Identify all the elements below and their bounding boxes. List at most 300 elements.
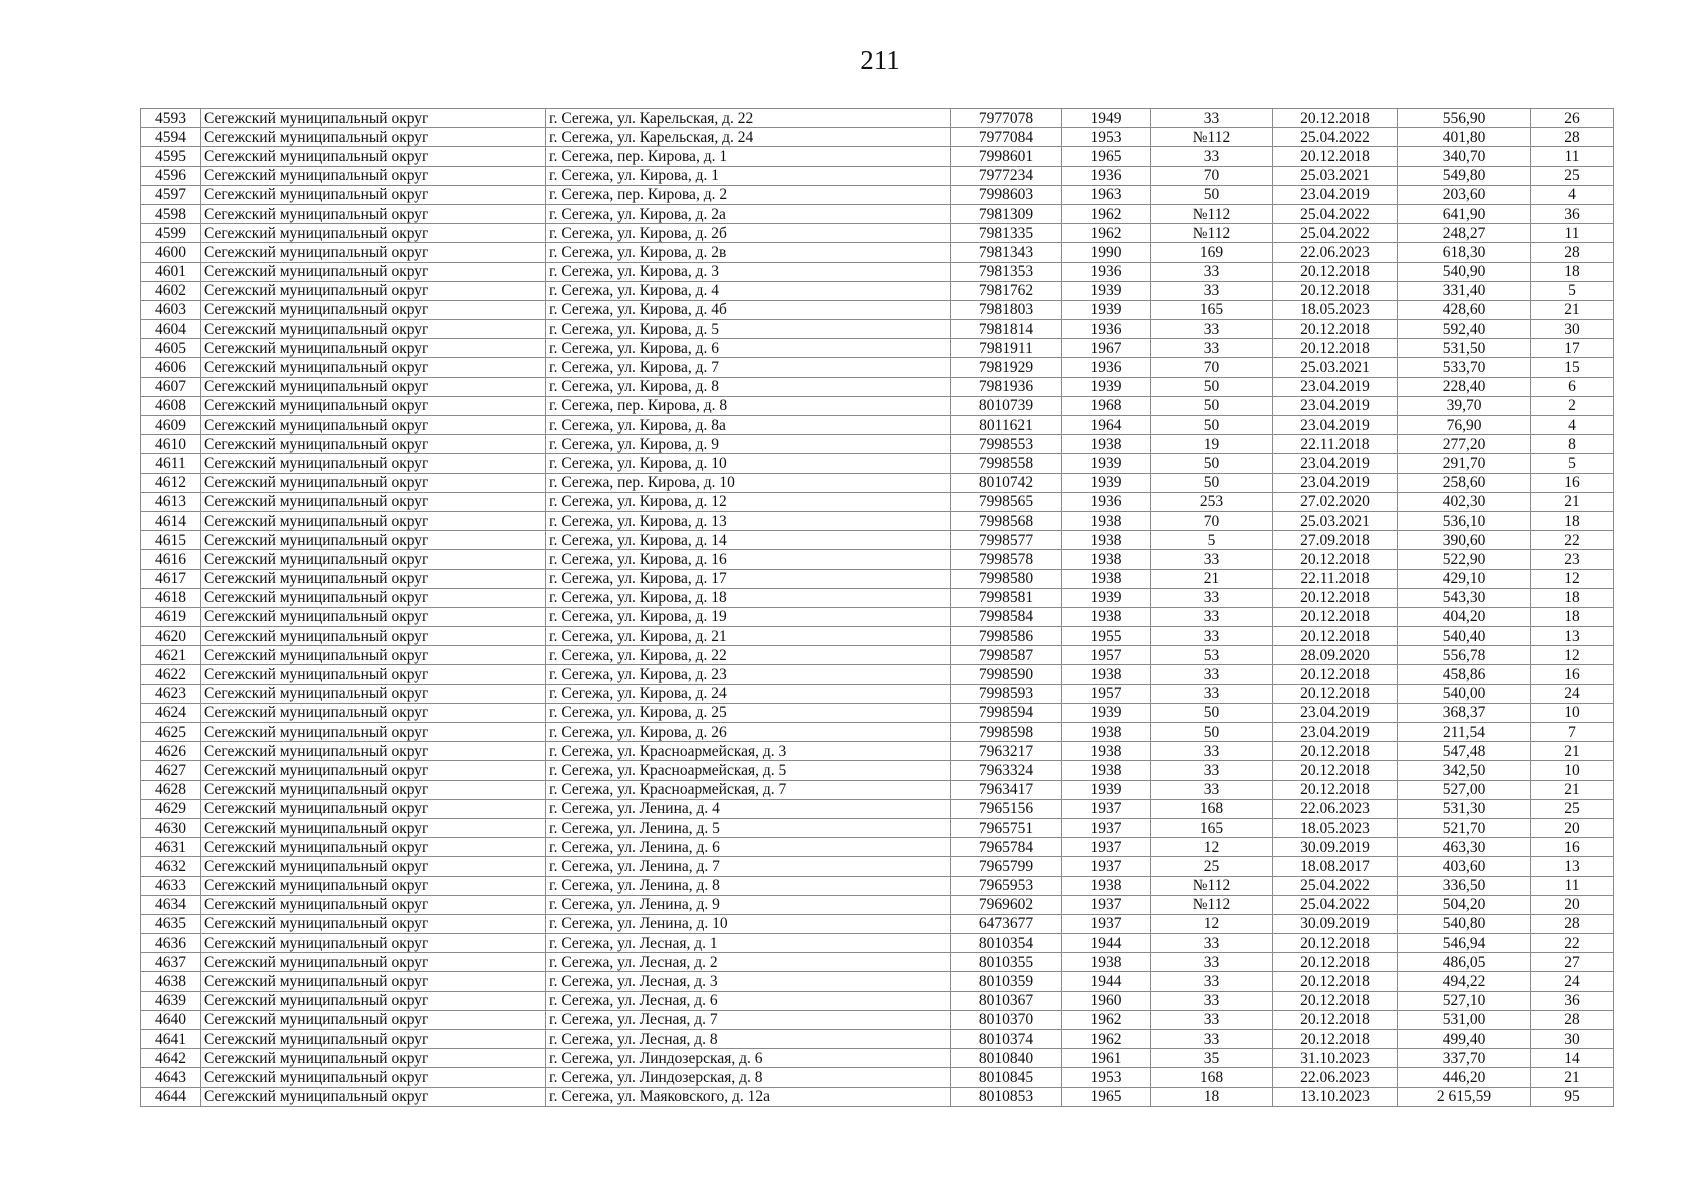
- address-cell: г. Сегежа, ул. Лесная, д. 2: [546, 953, 951, 972]
- build-year-cell: 1961: [1062, 1049, 1151, 1068]
- table-row: [141, 377, 1614, 396]
- municipality-cell: Сегежский муниципальный округ: [201, 204, 546, 223]
- count-cell: 11: [1531, 147, 1614, 166]
- municipality-cell: Сегежский муниципальный округ: [201, 646, 546, 665]
- count-cell: 5: [1531, 281, 1614, 300]
- build-year-cell: 1957: [1062, 646, 1151, 665]
- municipality-cell: Сегежский муниципальный округ: [201, 914, 546, 933]
- municipality-cell: Сегежский муниципальный округ: [201, 953, 546, 972]
- row-number-cell: 4612: [141, 473, 201, 492]
- build-year-cell: 1960: [1062, 991, 1151, 1010]
- build-year-cell: 1936: [1062, 262, 1151, 281]
- row-number-cell: 4613: [141, 492, 201, 511]
- count-cell: 24: [1531, 972, 1614, 991]
- build-year-cell: 1962: [1062, 1010, 1151, 1029]
- address-cell: г. Сегежа, ул. Кирова, д. 2б: [546, 224, 951, 243]
- build-year-cell: 1938: [1062, 742, 1151, 761]
- build-year-cell: 1957: [1062, 684, 1151, 703]
- document-number-cell: 33: [1151, 934, 1273, 953]
- row-number-cell: 4628: [141, 780, 201, 799]
- count-cell: 11: [1531, 224, 1614, 243]
- register-body: [141, 109, 1614, 1107]
- document-date-cell: 20.12.2018: [1273, 665, 1398, 684]
- count-cell: 28: [1531, 914, 1614, 933]
- document-number-cell: 33: [1151, 742, 1273, 761]
- build-year-cell: 1939: [1062, 377, 1151, 396]
- address-cell: г. Сегежа, ул. Кирова, д. 19: [546, 607, 951, 626]
- document-number-cell: 33: [1151, 147, 1273, 166]
- count-cell: 24: [1531, 684, 1614, 703]
- document-date-cell: 25.03.2021: [1273, 166, 1398, 185]
- count-cell: 18: [1531, 607, 1614, 626]
- area-cell: 618,30: [1398, 243, 1531, 262]
- count-cell: 4: [1531, 185, 1614, 204]
- row-number-cell: 4623: [141, 684, 201, 703]
- row-number-cell: 4632: [141, 857, 201, 876]
- document-date-cell: 20.12.2018: [1273, 147, 1398, 166]
- document-number-cell: 33: [1151, 339, 1273, 358]
- row-number-cell: 4630: [141, 818, 201, 837]
- table-row: [141, 569, 1614, 588]
- build-year-cell: 1938: [1062, 569, 1151, 588]
- build-year-cell: 1938: [1062, 435, 1151, 454]
- address-cell: г. Сегежа, ул. Карельская, д. 22: [546, 109, 951, 128]
- building-code-cell: 8010374: [951, 1030, 1062, 1049]
- building-code-cell: 8011621: [951, 416, 1062, 435]
- row-number-cell: 4606: [141, 358, 201, 377]
- table-row: [141, 895, 1614, 914]
- building-code-cell: 7998577: [951, 531, 1062, 550]
- document-date-cell: 23.04.2019: [1273, 723, 1398, 742]
- area-cell: 641,90: [1398, 204, 1531, 223]
- document-number-cell: 168: [1151, 1068, 1273, 1087]
- table-row: [141, 665, 1614, 684]
- document-number-cell: 33: [1151, 761, 1273, 780]
- count-cell: 21: [1531, 300, 1614, 319]
- document-date-cell: 20.12.2018: [1273, 109, 1398, 128]
- municipality-cell: Сегежский муниципальный округ: [201, 742, 546, 761]
- table-row: [141, 550, 1614, 569]
- row-number-cell: 4624: [141, 703, 201, 722]
- municipality-cell: Сегежский муниципальный округ: [201, 876, 546, 895]
- row-number-cell: 4595: [141, 147, 201, 166]
- housing-register-table: [140, 108, 1614, 1107]
- document-date-cell: 22.06.2023: [1273, 799, 1398, 818]
- row-number-cell: 4596: [141, 166, 201, 185]
- build-year-cell: 1936: [1062, 358, 1151, 377]
- area-cell: 402,30: [1398, 492, 1531, 511]
- building-code-cell: 7963217: [951, 742, 1062, 761]
- municipality-cell: Сегежский муниципальный округ: [201, 627, 546, 646]
- building-code-cell: 7998603: [951, 185, 1062, 204]
- document-date-cell: 23.04.2019: [1273, 377, 1398, 396]
- area-cell: 342,50: [1398, 761, 1531, 780]
- building-code-cell: 7998593: [951, 684, 1062, 703]
- building-code-cell: 7965953: [951, 876, 1062, 895]
- document-number-cell: 5: [1151, 531, 1273, 550]
- building-code-cell: 7965784: [951, 838, 1062, 857]
- count-cell: 4: [1531, 416, 1614, 435]
- build-year-cell: 1936: [1062, 492, 1151, 511]
- building-code-cell: 7977084: [951, 128, 1062, 147]
- document-date-cell: 23.04.2019: [1273, 416, 1398, 435]
- row-number-cell: 4603: [141, 300, 201, 319]
- document-number-cell: 70: [1151, 511, 1273, 530]
- document-number-cell: 50: [1151, 416, 1273, 435]
- table-row: [141, 492, 1614, 511]
- count-cell: 28: [1531, 128, 1614, 147]
- row-number-cell: 4638: [141, 972, 201, 991]
- address-cell: г. Сегежа, ул. Кирова, д. 6: [546, 339, 951, 358]
- build-year-cell: 1944: [1062, 934, 1151, 953]
- document-number-cell: 70: [1151, 358, 1273, 377]
- municipality-cell: Сегежский муниципальный округ: [201, 607, 546, 626]
- area-cell: 368,37: [1398, 703, 1531, 722]
- area-cell: 531,30: [1398, 799, 1531, 818]
- row-number-cell: 4610: [141, 435, 201, 454]
- build-year-cell: 1937: [1062, 857, 1151, 876]
- address-cell: г. Сегежа, ул. Кирова, д. 13: [546, 511, 951, 530]
- document-date-cell: 25.03.2021: [1273, 511, 1398, 530]
- address-cell: г. Сегежа, пер. Кирова, д. 1: [546, 147, 951, 166]
- document-date-cell: 25.04.2022: [1273, 128, 1398, 147]
- count-cell: 28: [1531, 1010, 1614, 1029]
- area-cell: 404,20: [1398, 607, 1531, 626]
- building-code-cell: 8010354: [951, 934, 1062, 953]
- table-row: [141, 109, 1614, 128]
- municipality-cell: Сегежский муниципальный округ: [201, 147, 546, 166]
- document-number-cell: 33: [1151, 780, 1273, 799]
- area-cell: 401,80: [1398, 128, 1531, 147]
- count-cell: 25: [1531, 799, 1614, 818]
- address-cell: г. Сегежа, пер. Кирова, д. 2: [546, 185, 951, 204]
- area-cell: 203,60: [1398, 185, 1531, 204]
- document-date-cell: 20.12.2018: [1273, 684, 1398, 703]
- row-number-cell: 4611: [141, 454, 201, 473]
- build-year-cell: 1938: [1062, 876, 1151, 895]
- row-number-cell: 4629: [141, 799, 201, 818]
- build-year-cell: 1937: [1062, 818, 1151, 837]
- building-code-cell: 7981936: [951, 377, 1062, 396]
- build-year-cell: 1939: [1062, 588, 1151, 607]
- row-number-cell: 4641: [141, 1030, 201, 1049]
- count-cell: 20: [1531, 895, 1614, 914]
- count-cell: 18: [1531, 262, 1614, 281]
- address-cell: г. Сегежа, ул. Кирова, д. 26: [546, 723, 951, 742]
- address-cell: г. Сегежа, ул. Кирова, д. 16: [546, 550, 951, 569]
- document-date-cell: 18.05.2023: [1273, 300, 1398, 319]
- address-cell: г. Сегежа, ул. Лесная, д. 8: [546, 1030, 951, 1049]
- row-number-cell: 4599: [141, 224, 201, 243]
- table-row: [141, 1049, 1614, 1068]
- area-cell: 543,30: [1398, 588, 1531, 607]
- table-row: [141, 799, 1614, 818]
- row-number-cell: 4631: [141, 838, 201, 857]
- building-code-cell: 7981353: [951, 262, 1062, 281]
- build-year-cell: 1953: [1062, 1068, 1151, 1087]
- building-code-cell: 7965156: [951, 799, 1062, 818]
- table-row: [141, 224, 1614, 243]
- document-date-cell: 30.09.2019: [1273, 838, 1398, 857]
- build-year-cell: 1939: [1062, 703, 1151, 722]
- row-number-cell: 4593: [141, 109, 201, 128]
- build-year-cell: 1964: [1062, 416, 1151, 435]
- municipality-cell: Сегежский муниципальный округ: [201, 281, 546, 300]
- table-row: [141, 166, 1614, 185]
- document-number-cell: №112: [1151, 895, 1273, 914]
- municipality-cell: Сегежский муниципальный округ: [201, 243, 546, 262]
- address-cell: г. Сегежа, ул. Красноармейская, д. 5: [546, 761, 951, 780]
- build-year-cell: 1939: [1062, 473, 1151, 492]
- count-cell: 7: [1531, 723, 1614, 742]
- document-number-cell: №112: [1151, 876, 1273, 895]
- area-cell: 403,60: [1398, 857, 1531, 876]
- building-code-cell: 7998587: [951, 646, 1062, 665]
- area-cell: 258,60: [1398, 473, 1531, 492]
- table-row: [141, 511, 1614, 530]
- document-date-cell: 25.04.2022: [1273, 876, 1398, 895]
- build-year-cell: 1938: [1062, 550, 1151, 569]
- building-code-cell: 7969602: [951, 895, 1062, 914]
- table-row: [141, 934, 1614, 953]
- row-number-cell: 4639: [141, 991, 201, 1010]
- document-date-cell: 25.04.2022: [1273, 224, 1398, 243]
- count-cell: 36: [1531, 991, 1614, 1010]
- municipality-cell: Сегежский муниципальный округ: [201, 416, 546, 435]
- document-date-cell: 18.08.2017: [1273, 857, 1398, 876]
- municipality-cell: Сегежский муниципальный округ: [201, 339, 546, 358]
- municipality-cell: Сегежский муниципальный округ: [201, 1010, 546, 1029]
- row-number-cell: 4616: [141, 550, 201, 569]
- address-cell: г. Сегежа, ул. Ленина, д. 9: [546, 895, 951, 914]
- document-number-cell: 169: [1151, 243, 1273, 262]
- count-cell: 22: [1531, 531, 1614, 550]
- building-code-cell: 7981309: [951, 204, 1062, 223]
- address-cell: г. Сегежа, ул. Красноармейская, д. 3: [546, 742, 951, 761]
- table-row: [141, 876, 1614, 895]
- document-date-cell: 20.12.2018: [1273, 1030, 1398, 1049]
- municipality-cell: Сегежский муниципальный округ: [201, 703, 546, 722]
- address-cell: г. Сегежа, пер. Кирова, д. 10: [546, 473, 951, 492]
- count-cell: 13: [1531, 857, 1614, 876]
- document-number-cell: 33: [1151, 991, 1273, 1010]
- document-date-cell: 23.04.2019: [1273, 185, 1398, 204]
- table-row: [141, 953, 1614, 972]
- document-number-cell: 70: [1151, 166, 1273, 185]
- document-number-cell: 33: [1151, 665, 1273, 684]
- table-row: [141, 531, 1614, 550]
- table-row: [141, 914, 1614, 933]
- document-number-cell: 33: [1151, 550, 1273, 569]
- build-year-cell: 1938: [1062, 761, 1151, 780]
- page-number: 211: [860, 45, 900, 75]
- area-cell: 248,27: [1398, 224, 1531, 243]
- count-cell: 26: [1531, 109, 1614, 128]
- count-cell: 12: [1531, 646, 1614, 665]
- build-year-cell: 1937: [1062, 838, 1151, 857]
- document-number-cell: 33: [1151, 627, 1273, 646]
- area-cell: 486,05: [1398, 953, 1531, 972]
- address-cell: г. Сегежа, ул. Ленина, д. 10: [546, 914, 951, 933]
- area-cell: 531,50: [1398, 339, 1531, 358]
- document-date-cell: 23.04.2019: [1273, 703, 1398, 722]
- document-date-cell: 23.04.2019: [1273, 396, 1398, 415]
- count-cell: 11: [1531, 876, 1614, 895]
- count-cell: 15: [1531, 358, 1614, 377]
- table-row: [141, 761, 1614, 780]
- document-number-cell: №112: [1151, 224, 1273, 243]
- table-row: [141, 147, 1614, 166]
- row-number-cell: 4636: [141, 934, 201, 953]
- municipality-cell: Сегежский муниципальный округ: [201, 531, 546, 550]
- document-number-cell: 18: [1151, 1087, 1273, 1106]
- count-cell: 13: [1531, 627, 1614, 646]
- document-date-cell: 27.09.2018: [1273, 531, 1398, 550]
- row-number-cell: 4626: [141, 742, 201, 761]
- municipality-cell: Сегежский муниципальный округ: [201, 991, 546, 1010]
- build-year-cell: 1939: [1062, 454, 1151, 473]
- document-number-cell: 12: [1151, 914, 1273, 933]
- document-date-cell: 20.12.2018: [1273, 588, 1398, 607]
- area-cell: 527,10: [1398, 991, 1531, 1010]
- count-cell: 30: [1531, 320, 1614, 339]
- municipality-cell: Сегежский муниципальный округ: [201, 723, 546, 742]
- build-year-cell: 1936: [1062, 166, 1151, 185]
- table-row: [141, 991, 1614, 1010]
- row-number-cell: 4601: [141, 262, 201, 281]
- document-date-cell: 30.09.2019: [1273, 914, 1398, 933]
- table-row: [141, 185, 1614, 204]
- building-code-cell: 7998598: [951, 723, 1062, 742]
- count-cell: 28: [1531, 243, 1614, 262]
- document-number-cell: 50: [1151, 396, 1273, 415]
- municipality-cell: Сегежский муниципальный округ: [201, 665, 546, 684]
- building-code-cell: 8010853: [951, 1087, 1062, 1106]
- count-cell: 16: [1531, 473, 1614, 492]
- building-code-cell: 7998568: [951, 511, 1062, 530]
- row-number-cell: 4620: [141, 627, 201, 646]
- count-cell: 16: [1531, 838, 1614, 857]
- area-cell: 549,80: [1398, 166, 1531, 185]
- count-cell: 14: [1531, 1049, 1614, 1068]
- table-row: [141, 262, 1614, 281]
- document-number-cell: 33: [1151, 281, 1273, 300]
- count-cell: 30: [1531, 1030, 1614, 1049]
- row-number-cell: 4621: [141, 646, 201, 665]
- building-code-cell: 7998586: [951, 627, 1062, 646]
- document-date-cell: 20.12.2018: [1273, 991, 1398, 1010]
- row-number-cell: 4619: [141, 607, 201, 626]
- build-year-cell: 1939: [1062, 281, 1151, 300]
- address-cell: г. Сегежа, ул. Кирова, д. 10: [546, 454, 951, 473]
- build-year-cell: 1955: [1062, 627, 1151, 646]
- area-cell: 499,40: [1398, 1030, 1531, 1049]
- count-cell: 21: [1531, 1068, 1614, 1087]
- table-row: [141, 646, 1614, 665]
- document-date-cell: 20.12.2018: [1273, 262, 1398, 281]
- document-number-cell: 33: [1151, 607, 1273, 626]
- document-number-cell: 33: [1151, 1030, 1273, 1049]
- count-cell: 21: [1531, 780, 1614, 799]
- table-row: [141, 339, 1614, 358]
- building-code-cell: 7977078: [951, 109, 1062, 128]
- address-cell: г. Сегежа, ул. Кирова, д. 24: [546, 684, 951, 703]
- row-number-cell: 4637: [141, 953, 201, 972]
- municipality-cell: Сегежский муниципальный округ: [201, 492, 546, 511]
- row-number-cell: 4634: [141, 895, 201, 914]
- building-code-cell: 7981929: [951, 358, 1062, 377]
- area-cell: 546,94: [1398, 934, 1531, 953]
- address-cell: г. Сегежа, ул. Кирова, д. 4б: [546, 300, 951, 319]
- build-year-cell: 1953: [1062, 128, 1151, 147]
- table-row: [141, 435, 1614, 454]
- document-number-cell: 253: [1151, 492, 1273, 511]
- municipality-cell: Сегежский муниципальный округ: [201, 569, 546, 588]
- area-cell: 291,70: [1398, 454, 1531, 473]
- building-code-cell: 8010370: [951, 1010, 1062, 1029]
- area-cell: 446,20: [1398, 1068, 1531, 1087]
- row-number-cell: 4640: [141, 1010, 201, 1029]
- address-cell: г. Сегежа, ул. Карельская, д. 24: [546, 128, 951, 147]
- municipality-cell: Сегежский муниципальный округ: [201, 396, 546, 415]
- municipality-cell: Сегежский муниципальный округ: [201, 511, 546, 530]
- document-date-cell: 25.03.2021: [1273, 358, 1398, 377]
- table-row: [141, 454, 1614, 473]
- municipality-cell: Сегежский муниципальный округ: [201, 358, 546, 377]
- building-code-cell: 8010840: [951, 1049, 1062, 1068]
- area-cell: 458,86: [1398, 665, 1531, 684]
- area-cell: 494,22: [1398, 972, 1531, 991]
- area-cell: 337,70: [1398, 1049, 1531, 1068]
- municipality-cell: Сегежский муниципальный округ: [201, 300, 546, 319]
- document-number-cell: 33: [1151, 109, 1273, 128]
- document-date-cell: 25.04.2022: [1273, 204, 1398, 223]
- area-cell: 336,50: [1398, 876, 1531, 895]
- build-year-cell: 1936: [1062, 320, 1151, 339]
- municipality-cell: Сегежский муниципальный округ: [201, 262, 546, 281]
- address-cell: г. Сегежа, ул. Лесная, д. 1: [546, 934, 951, 953]
- row-number-cell: 4633: [141, 876, 201, 895]
- building-code-cell: 7998601: [951, 147, 1062, 166]
- area-cell: 340,70: [1398, 147, 1531, 166]
- table-row: [141, 300, 1614, 319]
- address-cell: г. Сегежа, ул. Кирова, д. 9: [546, 435, 951, 454]
- area-cell: 540,90: [1398, 262, 1531, 281]
- document-date-cell: 27.02.2020: [1273, 492, 1398, 511]
- row-number-cell: 4625: [141, 723, 201, 742]
- municipality-cell: Сегежский муниципальный округ: [201, 857, 546, 876]
- row-number-cell: 4608: [141, 396, 201, 415]
- count-cell: 10: [1531, 761, 1614, 780]
- area-cell: 556,78: [1398, 646, 1531, 665]
- build-year-cell: 1990: [1062, 243, 1151, 262]
- area-cell: 547,48: [1398, 742, 1531, 761]
- address-cell: г. Сегежа, пер. Кирова, д. 8: [546, 396, 951, 415]
- area-cell: 39,70: [1398, 396, 1531, 415]
- document-date-cell: 20.12.2018: [1273, 953, 1398, 972]
- row-number-cell: 4627: [141, 761, 201, 780]
- building-code-cell: 7965799: [951, 857, 1062, 876]
- municipality-cell: Сегежский муниципальный округ: [201, 972, 546, 991]
- count-cell: 18: [1531, 511, 1614, 530]
- building-code-cell: 7998565: [951, 492, 1062, 511]
- building-code-cell: 6473677: [951, 914, 1062, 933]
- count-cell: 25: [1531, 166, 1614, 185]
- document-number-cell: 25: [1151, 857, 1273, 876]
- address-cell: г. Сегежа, ул. Кирова, д. 12: [546, 492, 951, 511]
- document-number-cell: 12: [1151, 838, 1273, 857]
- municipality-cell: Сегежский муниципальный округ: [201, 109, 546, 128]
